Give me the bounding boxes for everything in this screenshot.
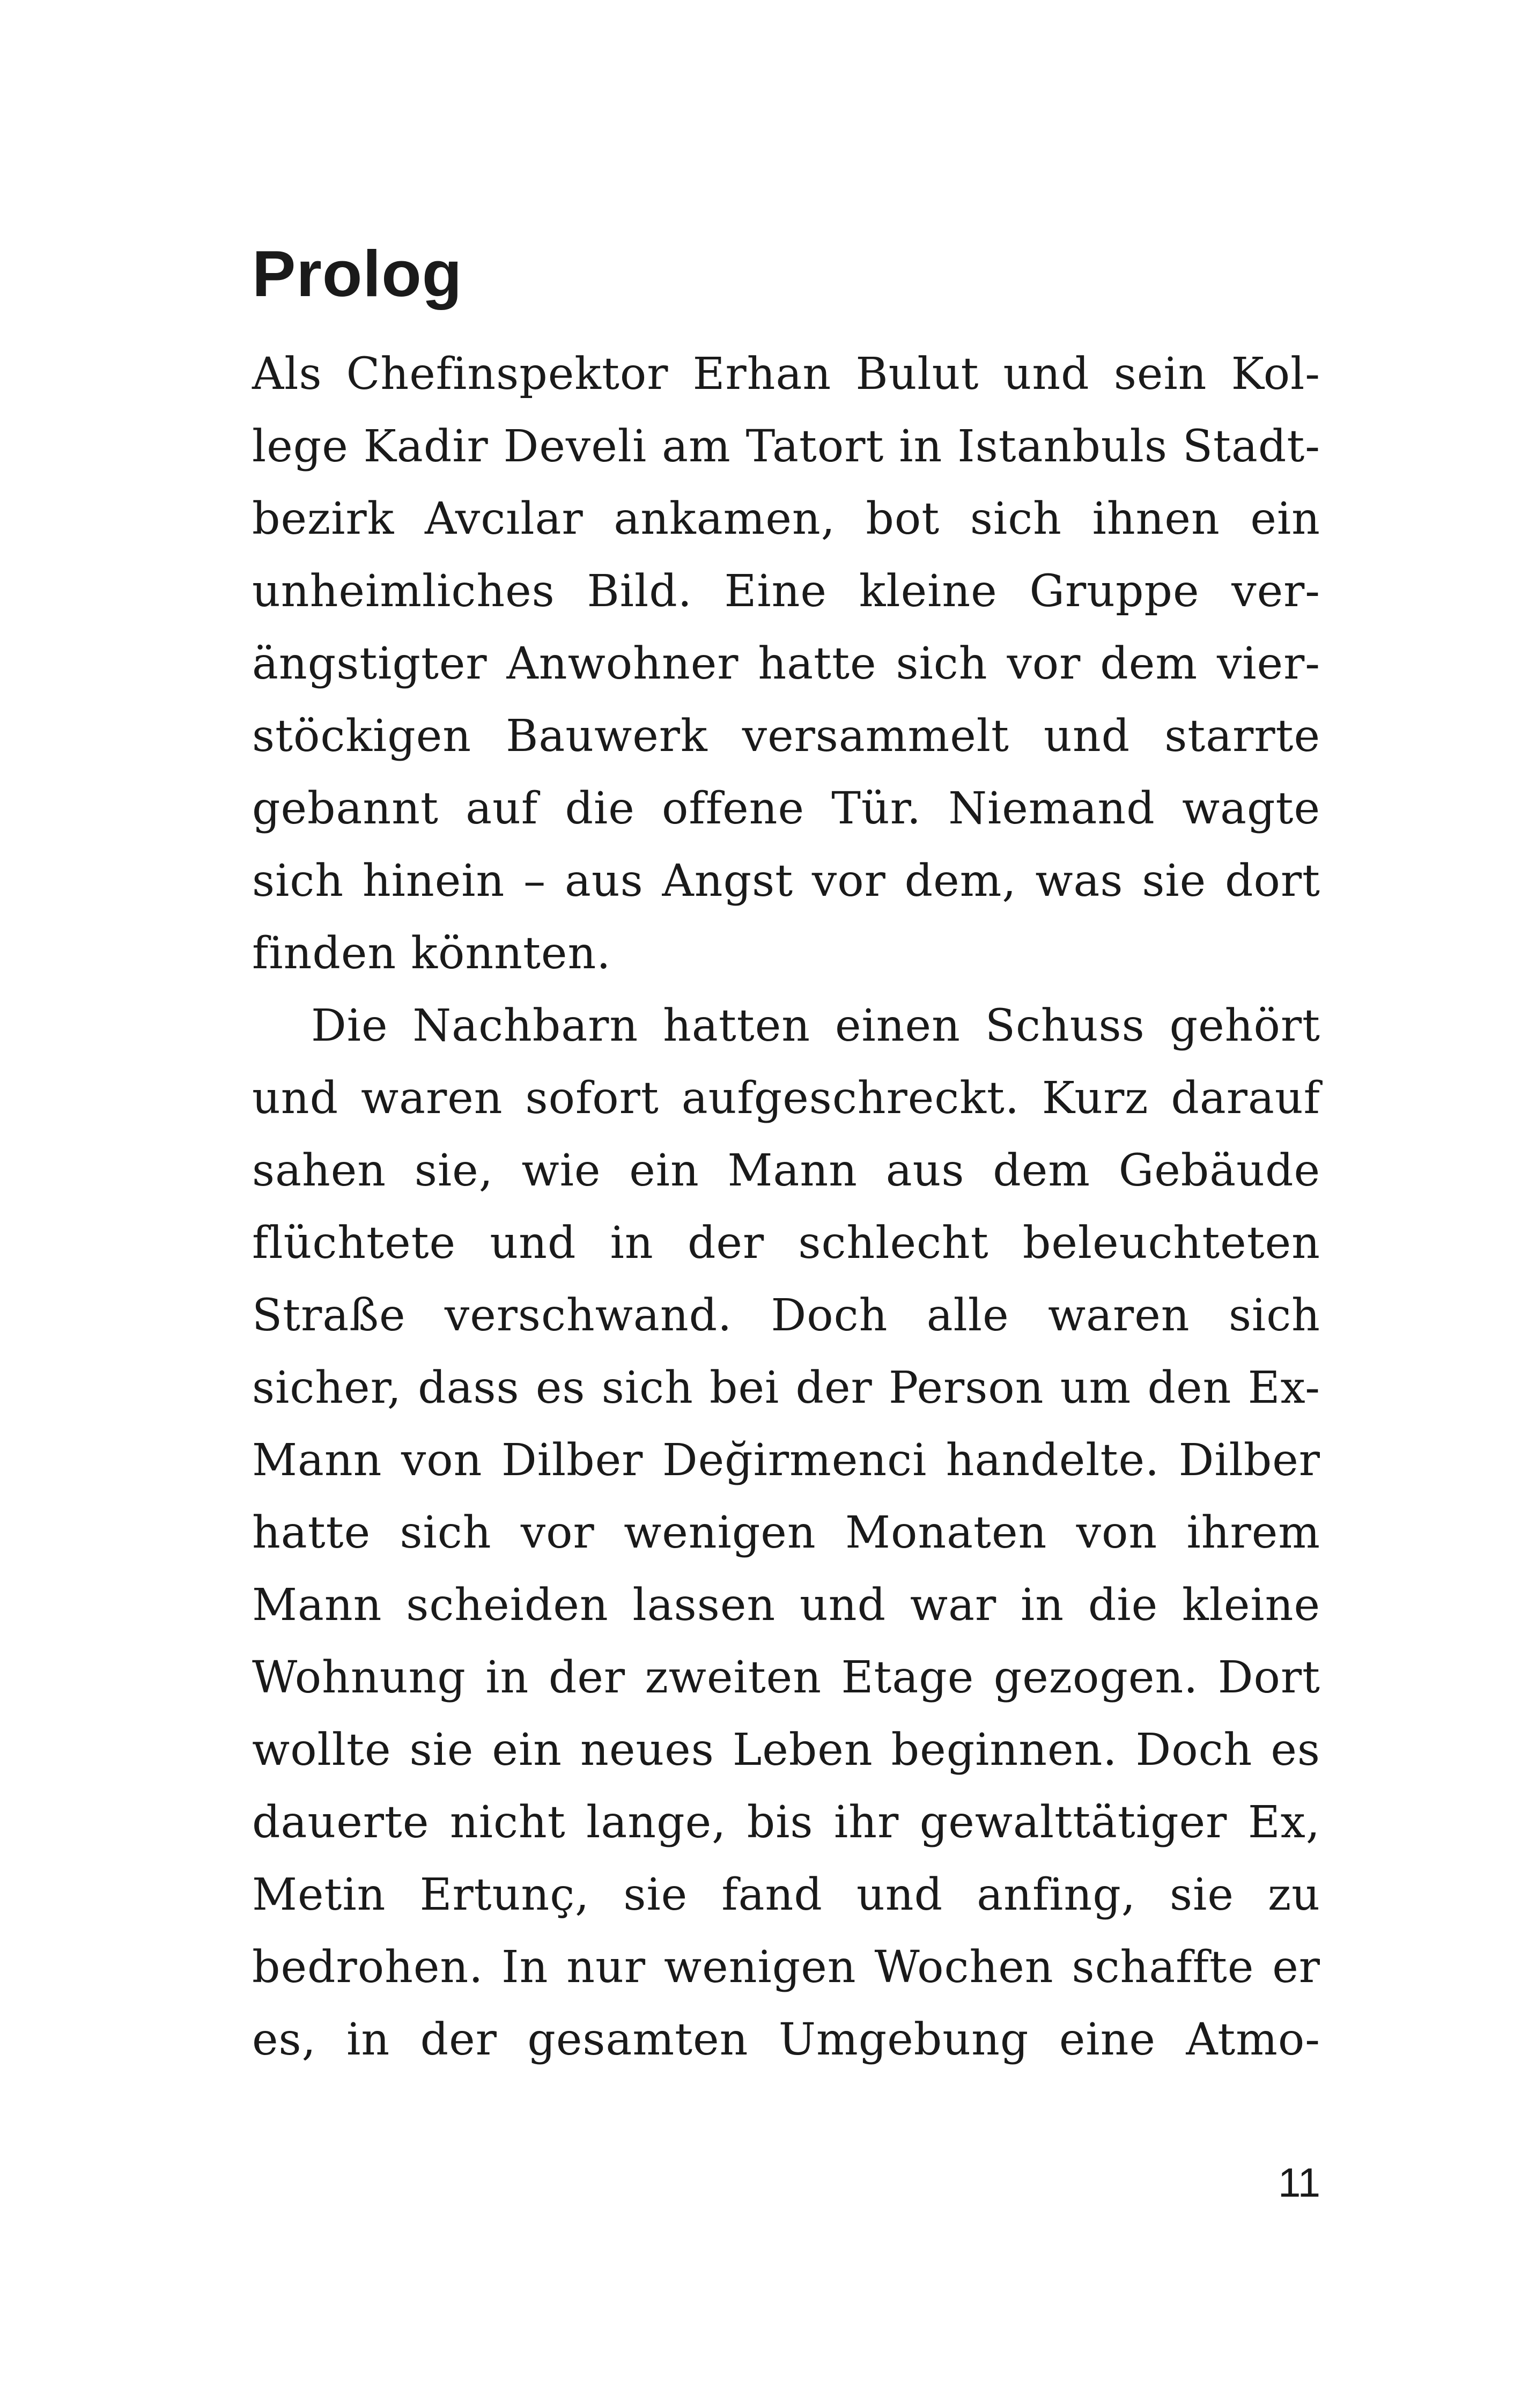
text-line: sahen sie, wie ein Mann aus dem Gebäude <box>252 1145 1320 1196</box>
text-line: Mann von Dilber Değirmenci handelte. Dilber <box>252 1435 1320 1486</box>
text-line: bezirk Avcılar ankamen, bot sich ihnen ein <box>252 494 1320 544</box>
text-line: lege Kadir Develi am Tatort in Istanbuls Stadt- <box>252 421 1320 472</box>
text-line: sicher, dass es sich bei der Person um den Ex- <box>252 1363 1320 1413</box>
body-text <box>252 338 1320 2076</box>
chapter-title: Prolog <box>252 237 463 310</box>
text-line: flüchtete und in der schlecht beleuchteten <box>252 1218 1320 1269</box>
text-line: Mann scheiden lassen und war in die kleine <box>252 1580 1320 1631</box>
text-line: finden könnten. <box>252 928 611 979</box>
text-line: unheimliches Bild. Eine kleine Gruppe ver- <box>252 566 1320 617</box>
page-number: 11 <box>1278 2160 1320 2206</box>
text-line: gebannt auf die offene Tür. Niemand wagte <box>252 783 1320 834</box>
text-line: Als Chefinspektor Erhan Bulut und sein Kol- <box>252 349 1320 400</box>
text-line: Metin Ertunç, sie fand und anfing, sie zu <box>252 1869 1320 1920</box>
text-line: wollte sie ein neues Leben beginnen. Doch es <box>252 1725 1320 1776</box>
text-line: Die Nachbarn hatten einen Schuss gehört <box>311 1000 1320 1051</box>
text-line: sich hinein – aus Angst vor dem, was sie dort <box>252 856 1320 907</box>
text-line: Straße verschwand. Doch alle waren sich <box>252 1290 1320 1341</box>
text-line: stöckigen Bauwerk versammelt und starrte <box>252 711 1320 762</box>
text-line: und waren sofort aufgeschreckt. Kurz darauf <box>252 1073 1320 1124</box>
text-line: ängstigter Anwohner hatte sich vor dem vier- <box>252 638 1320 689</box>
text-line: Wohnung in der zweiten Etage gezogen. Dort <box>252 1652 1320 1703</box>
text-line: hatte sich vor wenigen Monaten von ihrem <box>252 1507 1320 1558</box>
text-line: es, in der gesamten Umgebung eine Atmo- <box>252 2014 1320 2065</box>
text-line: dauerte nicht lange, bis ihr gewalttätiger Ex, <box>252 1797 1320 1848</box>
text-line: bedrohen. In nur wenigen Wochen schaffte er <box>252 1942 1320 1993</box>
